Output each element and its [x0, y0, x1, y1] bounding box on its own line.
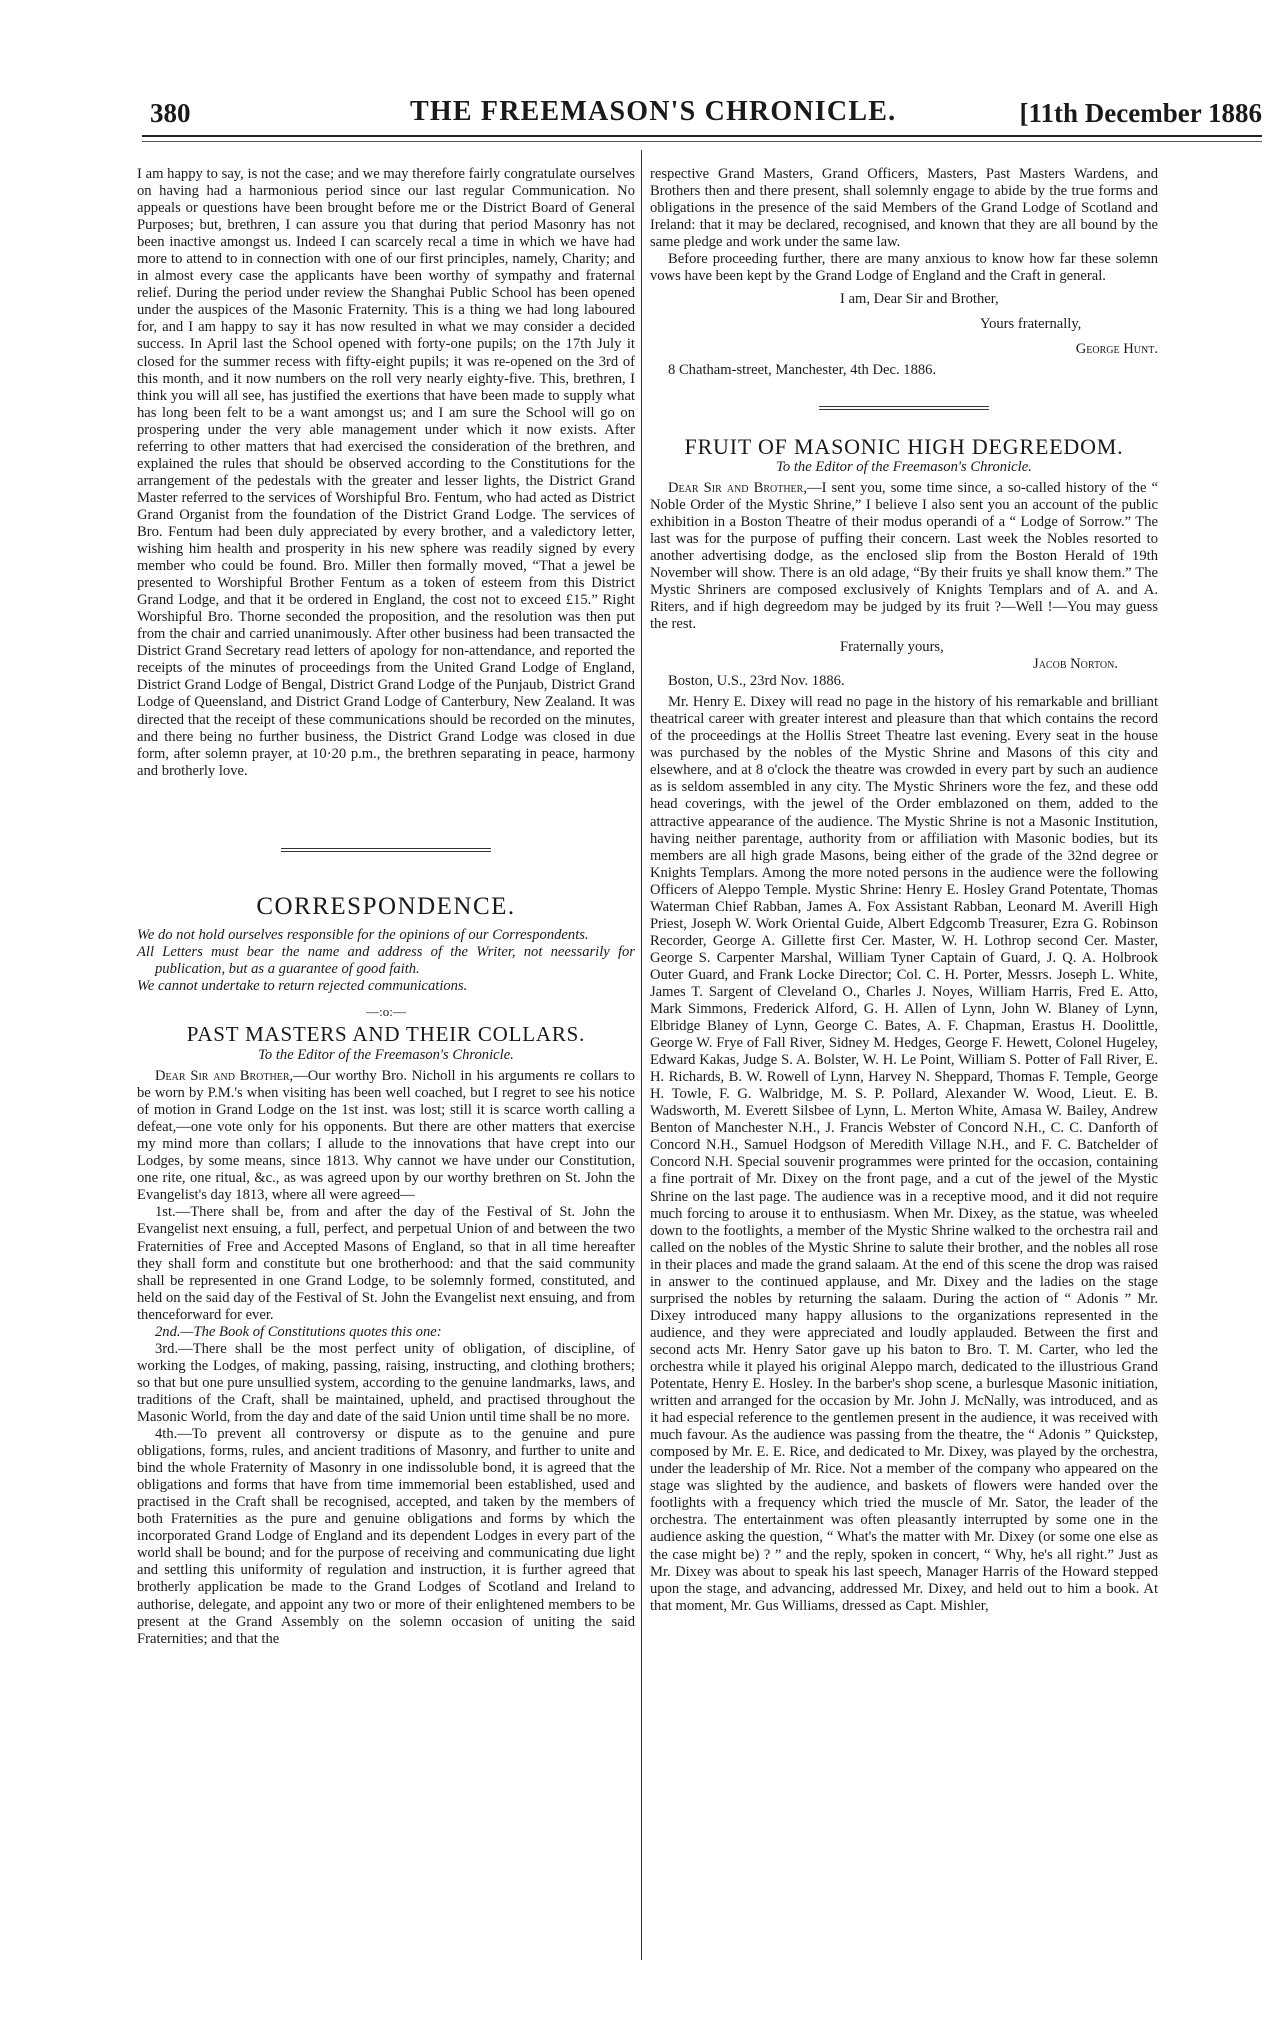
- signature: Jacob Norton.: [1033, 656, 1118, 673]
- clipping-paragraph: Mr. Henry E. Dixey will read no page in the history of his remarkable and brilliant theatrical career with greater interest and pleasure than that which contains the record of the proceedings at the Hollis Street Theatre last evening. Every seat in the house was purchased by the nobles of the Mystic Shrine and Masons of this city and elsewhere, and at 8 o'clock the theatre was crowded in every part by such an audience as is seldom assembled in any city. The Mystic Shriners wore the fez, and these odd head coverings, with the jewel of the Order emblazoned on them, added to the attractive appearance of the audience. The Mystic Shrine is not a Masonic Institution, having neither parentage, authority from or affiliation with Masonic bodies, but its members are all high grade Masons, being either of the grade of the 32nd degree or Knights Templars. Among the more noted persons in the audience were the following Officers of Aleppo Temple. Mystic Shrine: Henry E. Hosley Grand Potentate, Thomas Waterman Chief Rabban, James A. Fox Assistant Rabban, Leonard M. Averill High Priest, Joseph W. Work Oriental Guide, Albert Edgcomb Treasurer, Ezra G. Robinson Recorder, George A. Gillette first Cer. Master, W. H. Lothrop second Cer. Master, George S. Carpenter Marshal, William Tyner Captain of Guard, J. Q. A. Holbrook Outer Guard, and Frank Locke Director; Col. C. H. Porter, Messrs. Joseph L. White, James T. Sargent of Cleveland O., Charles J. Noyes, William Harris, Fred E. Atto, Mark Simmons, Frederick Alford, G. H. Allen of Lynn, John W. Blaney of Lynn, Elbridge Blaney of Lynn, George C. Bates, A. F. Chapman, Erastus H. Doolittle, George W. Frye of Fall River, Sidney M. Hedges, George F. Hewett, Colonel Hugeley, Edward Kakas, Judge S. A. Bolster, W. H. Le Point, William S. Potter of Fall River, E. H. Richards, B. W. Rowell of Lynn, Harvey N. Sheppard, Thomas F. Temple, George H. Towle, F. G. Walbridge, M. S. P. Pollard, Alexander W. Wood, Lieut. E. B. Wadsworth, M. Everett Silsbee of Lynn, L. Merton White, Amasa W. Bailey, Andrew Benton of Manchester N.H., J. Francis Webster of Concord N.H., C. C. Danforth of Concord N.H., Samuel Hodgson of Meredith Village N.H., and F. C. Batchelder of Concord N.H. Special souvenir programmes were printed for the occasion, containing a fine portrait of Mr. Dixey on the front page, and a cut of the jewel of the Mystic Shrine on the last page. The audience was in a receptive mood, and it did not require much forcing to arouse it to enthusiasm. When Mr. Dixey, as the statue, was wheeled down to the footlights, a member of the Mystic Shrine walked to the orchestra rail and called on the nobles of the Mystic Shrine to salute their brother, and the nobles all rose in their places and made the grand salaam. At the end of this scene the drop was raised in answer to the continued applause, and Mr. Dixey and the ladies on the stage surprised the nobles by returning the salaam. During the action of “ Adonis ” Mr. Dixey introduced many happy allusions to the organizations represented in the audience, and they were appreciated and loudly applauded. Between the first and second acts Mr. Henry Sator gave up his baton to Bro. T. M. Carter, who led the orchestra while it played his original Aleppo march, dedicated to the illustrious Grand Potentate, Henry E. Hosley. In the barber's shop scene, a burlesque Masonic initiation, written and arranged for the occasion by Mr. John J. McNally, was introduced, and as it had especial reference to the gentlemen present in the audience, it was received with much favour. As the audience was passing from the theatre, the “ Adonis ” Quickstep, composed by Mr. E. E. Rice, and dedicated to Mr. Dixey, was played by the orchestra, under the leadership of Mr. Rice. Not a member of the company who appeared on the stage was slighted by the audience, and baskets of flowers were handed over the footlights with a frequency which tried the muscle of Mr. Sator, the leader of the orchestra. The entertainment was often pleasantly interrupted by some one in the audience asking the question, “ What's the matter with Mr. Dixey (or some one else as the case might be) ? ” and the reply, spoken in concert, “ Why, he's all right.” Just as Mr. Dixey was about to speak his last speech, Manager Harris of the Howard stepped upon the stage, and advancing, addressed Mr. Dixey, and held out to him a book. At that moment, Mr. Gus Williams, dressed as Capt. Mishler,: [650, 694, 1158, 1614]
- correspondence-heading: CORRESPONDENCE.: [256, 892, 516, 920]
- editor-line: To the Editor of the Freemason's Chronicle.: [258, 1047, 514, 1064]
- closing: Fraternally yours,: [840, 639, 944, 656]
- letter-paragraph: 3rd.—There shall be the most perfect unity of obligation, of discipline, of working the Lodges, of making, passing, raising, instructing, and clothing brothers; so that but one pure unsullied system, according to the genuine landmarks, laws, and traditions of the Craft, shall be maintained, upheld, and practised throughout the Masonic World, from the day and date of the said Union until time shall be no more.: [137, 1340, 635, 1425]
- page-number: 380: [150, 98, 191, 128]
- closing: Yours fraternally,: [980, 316, 1082, 333]
- letter-paragraph: Dear Sir and Brother,—Our worthy Bro. Nicholl in his arguments re collars to be worn by P.M.'s when visiting has been well coached, but I regret to see his notice of motion in Grand Lodge on the 1st inst. was lost; still it is scarce worth calling a defeat,—one vote only for his opponents. But there are other matters that exercise my mind more than collars; I allude to the innovations that have crept into our Lodges, by some means, since 1813. Why cannot we have under our Constitution, one rite, one ritual, &c., as was agreed upon by our worthy brethren on St. John the Evangelist's day 1813, where all were agreed—: [137, 1068, 635, 1204]
- column-divider: [641, 150, 642, 1960]
- salutation: Dear Sir and Brother,: [668, 479, 807, 496]
- masthead-rule: [142, 135, 1262, 137]
- editorial-notice: We cannot undertake to return rejected communications.: [137, 977, 468, 994]
- closing: I am, Dear Sir and Brother,: [840, 291, 999, 308]
- article-heading: PAST MASTERS AND THEIR COLLARS.: [186, 1021, 586, 1046]
- masthead: [142, 96, 1262, 136]
- right-column: [650, 166, 1262, 1615]
- left-column: [137, 166, 635, 1648]
- ornament: —:o:—: [366, 1003, 406, 1019]
- address: 8 Chatham-street, Manchester, 4th Dec. 1886.: [668, 362, 937, 379]
- place-date: Boston, U.S., 23rd Nov. 1886.: [668, 673, 845, 690]
- letter-paragraph: 1st.—There shall be, from and after the day of the Festival of St. John the Evangelist next ensuing, a full, perfect, and perpetual Union of and between the two Fraternities of Free and Accepted Masons of England, so that in all time hereafter they shall form and constitute but one brotherhood: and that the said community shall be represented in one Grand Lodge, to be solemnly formed, constituted, and held on the said day of the Festival of St. John the Evangelist next ensuing, and from thenceforward for ever.: [137, 1204, 635, 1323]
- section-divider: [281, 848, 491, 852]
- continued-paragraph: I am happy to say, is not the case; and we may therefore fairly congratulate ourselves on having had a harmonious period since our last regular Communication. No appeals or questions have been brought before me or the District Board of General Purposes; but, brethren, I can assure you that during that period Masonry has not been inactive amongst us. Indeed I can scarcely recal a time in which we have had more to attend to in connection with one of our first principles, namely, Charity; and in almost every case the applicants have been worthy of sympathy and fraternal relief. During the period under review the Shanghai Public School has been opened under the auspices of the Masonic Fraternity. This is a thing we had long laboured for, and I am happy to say it has now resulted in what we may consider a decided success. In April last the School opened with forty-one pupils; on the 17th July it closed for the summer recess with fifty-eight pupils; it was re-opened on the 3rd of this month, and it now numbers on the roll very nearly eighty-five. This, brethren, I think you will all see, has justified the exertions that have been made to supply what has long been felt to be a want amongst us; and I am sure the School will go on prospering under the very able management under which it now exists. After referring to other matters that had exercised the consideration of the brethren, and explained the rules that should be observed according to the Constitutions for the arrangement of the pedestals with the greater and lesser lights, the District Grand Master referred to the services of Worshipful Bro. Fentum, who had acted as District Grand Organist from the foundation of the District Grand Lodge. The services of Bro. Fentum had been duly appreciated by every brother, and a valedictory letter, wishing him health and prosperity in his new sphere was readily signed by every member who could be found. Bro. Miller then formally moved, “That a jewel be presented to Worshipful Brother Fentum as a token of esteem from this District Grand Lodge, and that it be ordered in England, the cost not to exceed £15.” Right Worshipful Bro. Thorne seconded the proposition, and the resolution was then put from the chair and carried unanimously. After other business had been transacted the District Grand Secretary read letters of apology for non-attendance, and reported the receipts of the minutes of proceedings from the United Grand Lodge of England, District Grand Lodge of Bengal, District Grand Lodge of the Punjaub, District Grand Lodge of Queensland, and District Grand Lodge of Canterbury, New Zealand. It was directed that the receipt of these communications should be recorded on the minutes, and there being no further business, the District Grand Lodge was closed in due form, after solemn prayer, at 10·20 p.m., the brethren separating in peace, harmony and brotherly love.: [137, 166, 635, 779]
- editorial-notice: We do not hold ourselves responsible for the opinions of our Correspondents.: [137, 926, 589, 943]
- letter-paragraph: Dear Sir and Brother,—I sent you, some time since, a so-called history of the “ Noble Order of the Mystic Shrine,” I believe I also sent you an account of the public exhibition in a Boston Theatre of their modus operandi of a “ Lodge of Sorrow.” The last was for the purpose of puffing their concern. Last week the Nobles resorted to another advertising dodge, as the enclosed slip from the Boston Herald of 19th November will show. There is an old adage, “By their fruits ye shall know them.” The Mystic Shriners are composed exclusively of Knights Templars and of A. and A. Riters, and if high degreedom may be judged by its fruit ?—Well !—You may guess the rest.: [650, 479, 1158, 632]
- newspaper-title: THE FREEMASON'S CHRONICLE.: [410, 96, 897, 127]
- masthead-rule-thin: [142, 141, 1262, 142]
- continued-paragraph: respective Grand Masters, Grand Officers, Masters, Past Masters Wardens, and Brothers then and there present, shall solemnly engage to abide by the true forms and obligations in the presence of the said Members of the Grand Lodge of Scotland and Ireland: that it may be declared, recognised, and known that they are all bound by the same pledge and work under the same law.: [650, 166, 1158, 251]
- article-heading: FRUIT OF MASONIC HIGH DEGREEDOM.: [684, 433, 1124, 459]
- letter-paragraph: 4th.—To prevent all controversy or dispute as to the genuine and pure obligations, forms, rules, and ancient traditions of Masonry, and further to unite and bind the whole Fraternity of Masonry in one indissoluble bond, it is agreed that the obligations and forms that have from time immemorial been established, used and practised in the Craft shall be recognised, accepted, and taken by the members of both Fraternities as the pure and genuine obligations and forms by which the incorporated Grand Lodge of England and its dependent Lodges in every part of the world shall be bound; and for the purpose of receiving and communicating due light and settling this uniformity of regulation and instruction, it is further agreed that brotherly application be made to the Grand Lodges of Scotland and Ireland to authorise, delegate, and appoint any two or more of their enlightened members to be present at the Grand Assembly on the solemn occasion of uniting the said Fraternities; and that the: [137, 1426, 635, 1647]
- editorial-notice: All Letters must bear the name and address of the Writer, not neessarily for publication, but as a guarantee of good faith.: [137, 943, 635, 977]
- letter-paragraph: Before proceeding further, there are many anxious to know how far these solemn vows have been kept by the Grand Lodge of England and the Craft in general.: [650, 251, 1158, 285]
- salutation: Dear Sir and Brother,: [155, 1068, 294, 1085]
- letter-paragraph: 2nd.—The Book of Constitutions quotes this one:: [155, 1323, 442, 1340]
- signature: George Hunt.: [1075, 341, 1158, 358]
- issue-date: [11th December 1886: [1019, 98, 1262, 128]
- editor-line: To the Editor of the Freemason's Chronicle.: [776, 458, 1032, 475]
- section-divider: [819, 406, 989, 410]
